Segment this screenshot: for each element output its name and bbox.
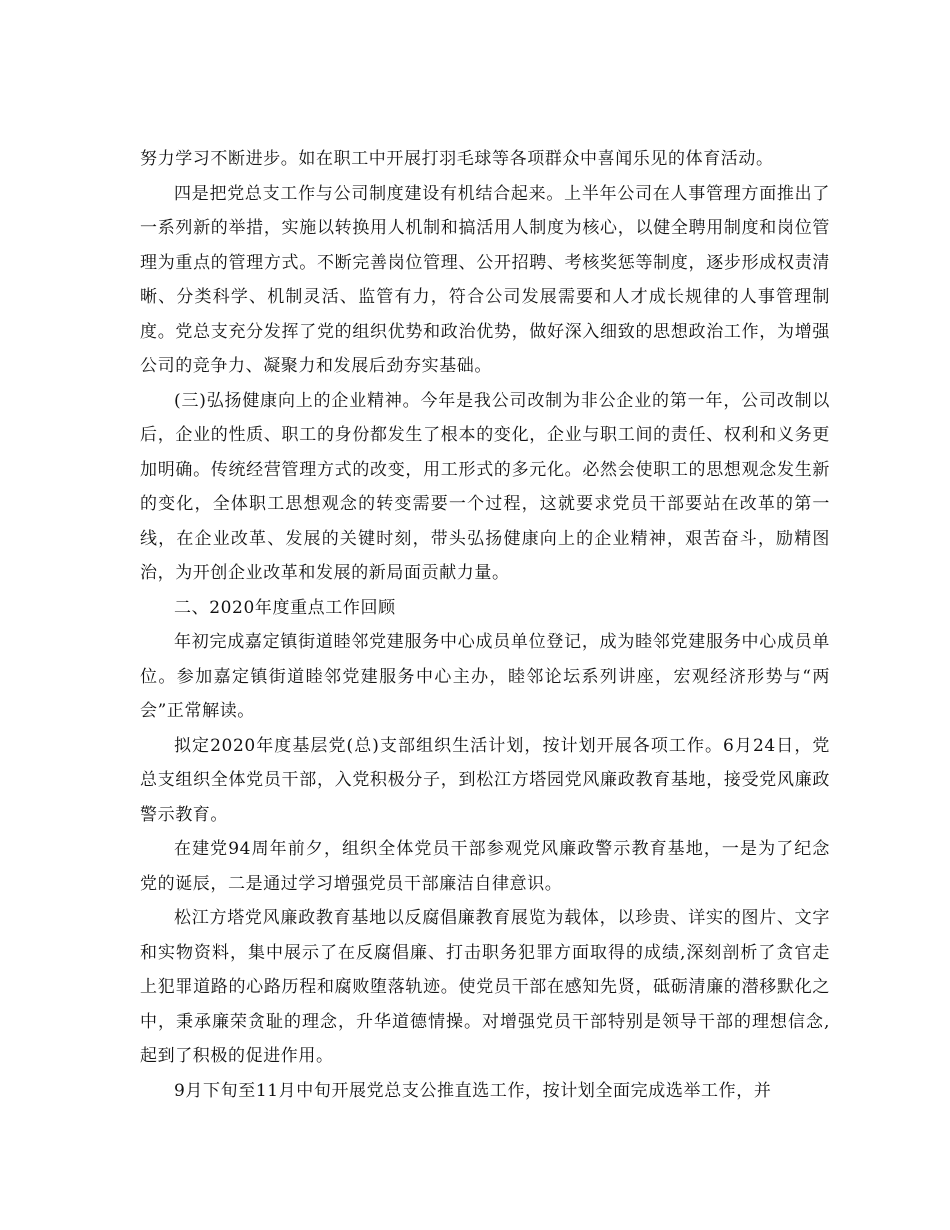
paragraph-6: 在建党94周年前夕，组织全体党员干部参观党风廉政警示教育基地，一是为了纪念党的诞辰，二是通过学习增强党员干部廉洁自律意识。 (140, 839, 830, 894)
paragraph-1: 努力学习不断进步。如在职工中开展打羽毛球等各项群众中喜闻乐见的体育活动。 (140, 149, 774, 169)
paragraph-7: 松江方塔党风廉政教育基地以反腐倡廉教育展览为载体，以珍贵、详实的图片、文字和实物资料，集中展示了在反腐倡廉、打击职务犯罪方面取得的成绩,深刻剖析了贪官走上犯罪道路的心路历程和腐败堕落轨迹。使党员干部在感知先贤，砥砺清廉的潜移默化之中，秉承廉荣贪耻的理念，升华道德情操。对增强党员干部特别是领导干部的理想信念,起到了积极的促进作用。 (140, 908, 830, 1066)
paragraph-2: 四是把党总支工作与公司制度建设有机结合起来。上半年公司在人事管理方面推出了一系列新的举措，实施以转换用人机制和搞活用人制度为核心，以健全聘用制度和岗位管理为重点的管理方式。不断完善岗位管理、公开招聘、考核奖惩等制度，逐步形成权责清晰、分类科学、机制灵活、监管有力，符合公司发展需要和人才成长规律的人事管理制度。党总支充分发挥了党的组织优势和政治优势，做好深入细致的思想政治工作，为增强公司的竞争力、凝聚力和发展后劲夯实基础。 (140, 183, 830, 376)
paragraph-8: 9月下旬至11月中旬开展党总支公推直选工作，按计划全面完成选举工作，并 (174, 1080, 772, 1101)
document-body (140, 142, 830, 1108)
section-heading: 二、2020年度重点工作回顾 (174, 597, 396, 618)
paragraph-4: 年初完成嘉定镇街道睦邻党建服务中心成员单位登记，成为睦邻党建服务中心成员单位。参加嘉定镇街道睦邻党建服务中心主办，睦邻论坛系列讲座，宏观经济形势与“两会”正常解读。 (140, 632, 830, 721)
paragraph-5: 拟定2020年度基层党(总)支部组织生活计划，按计划开展各项工作。6月24日，党总支组织全体党员干部，入党积极分子，到松江方塔园党风廉政教育基地，接受党风廉政警示教育。 (140, 735, 830, 825)
paragraph-3: (三)弘扬健康向上的企业精神。今年是我公司改制为非公企业的第一年，公司改制以后，企业的性质、职工的身份都发生了根本的变化，企业与职工间的责任、权利和义务更加明确。传统经营管理方式的改变，用工形式的多元化。必然会使职工的思想观念发生新的变化，全体职工思想观念的转变需要一个过程，这就要求党员干部要站在改革的第一线，在企业改革、发展的关键时刻，带头弘扬健康向上的企业精神，艰苦奋斗，励精图治，为开创企业改革和发展的新局面贡献力量。 (140, 390, 830, 583)
